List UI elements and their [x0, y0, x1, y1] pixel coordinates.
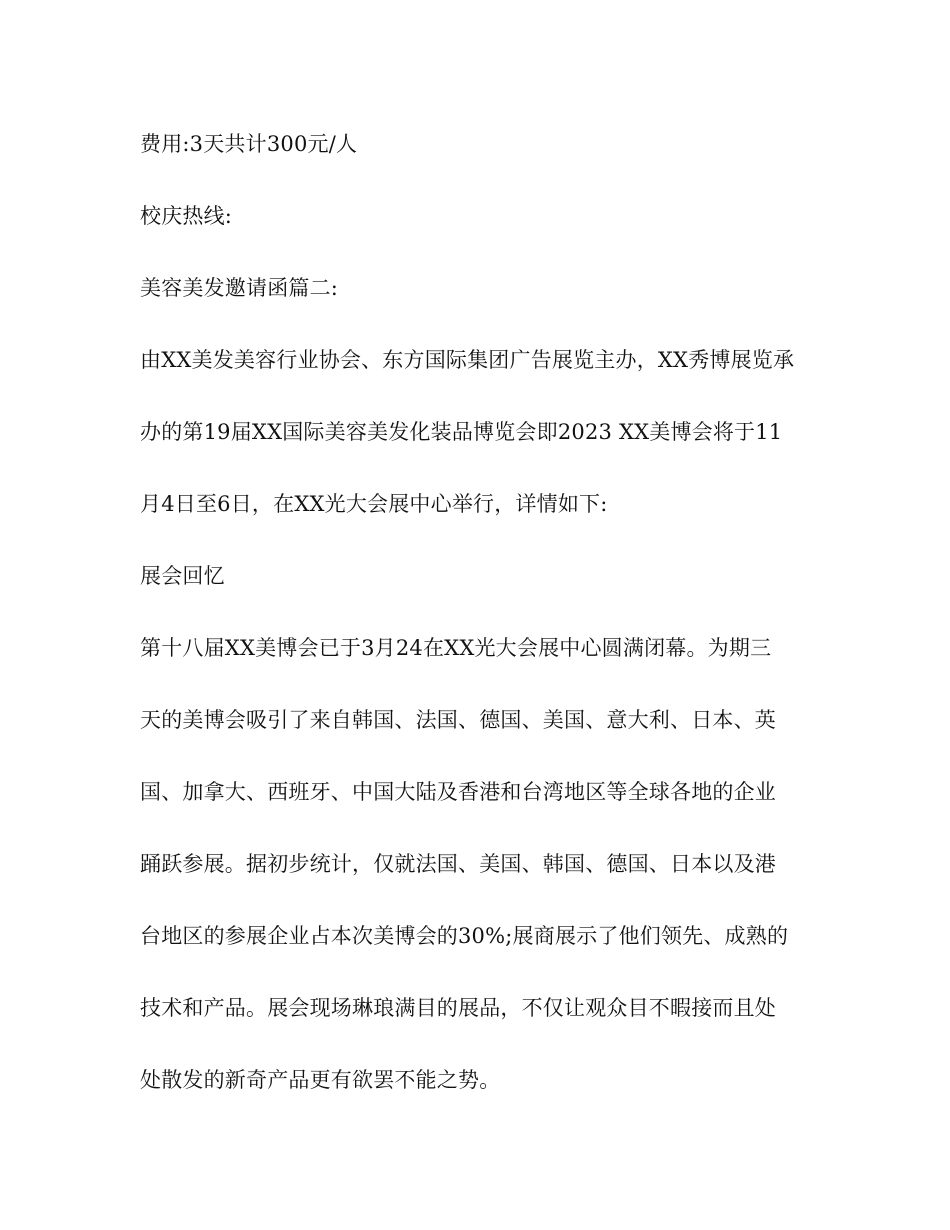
section-heading-invitation-2: 美容美发邀请函篇二:	[140, 276, 339, 300]
fee-line: 费用:3天共计300元/人	[140, 132, 358, 156]
paragraph-line: 办的第19届XX国际美容美发化装品博览会即2023 XX美博会将于11	[140, 420, 783, 444]
paragraph-line: 由XX美发美容行业协会、东方国际集团广告展览主办，XX秀博展览承	[140, 348, 795, 372]
paragraph-line: 处散发的新奇产品更有欲罢不能之势。	[140, 1068, 501, 1092]
paragraph-line: 第十八届XX美博会已于3月24在XX光大会展中心圆满闭幕。为期三	[140, 636, 772, 660]
paragraph-line: 国、加拿大、西班牙、中国大陆及香港和台湾地区等全球各地的企业	[140, 780, 776, 804]
paragraph-line: 技术和产品。展会现场琳琅满目的展品，不仅让观众目不暇接而且处	[140, 996, 776, 1020]
hotline-line: 校庆热线:	[140, 204, 233, 228]
section-heading-review: 展会回忆	[140, 564, 225, 588]
document-body	[140, 124, 812, 1132]
paragraph-line: 天的美博会吸引了来自韩国、法国、德国、美国、意大利、日本、英	[140, 708, 776, 732]
paragraph-line: 踊跃参展。据初步统计，仅就法国、美国、韩国、德国、日本以及港	[140, 852, 776, 876]
paragraph-line: 月4日至6日，在XX光大会展中心举行，详情如下:	[140, 492, 608, 516]
paragraph-line: 台地区的参展企业占本次美博会的30%;展商展示了他们领先、成熟的	[140, 924, 789, 948]
